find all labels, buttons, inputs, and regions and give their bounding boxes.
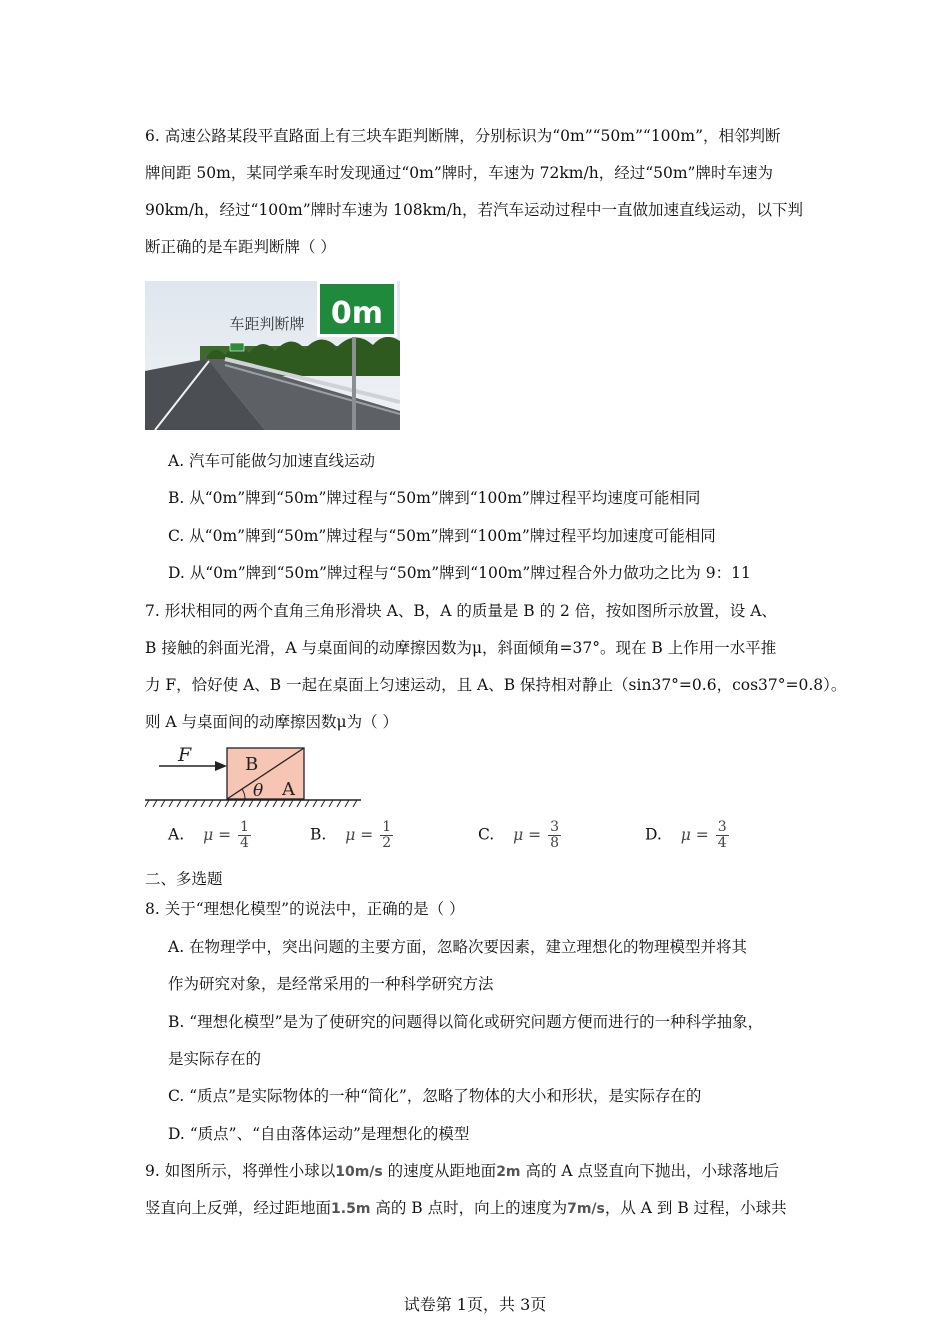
option-letter: A. [168, 825, 185, 844]
distance-sign-photo [145, 281, 400, 430]
option-fraction [238, 820, 251, 851]
block-b-label: B [245, 754, 259, 775]
option-fraction [548, 820, 561, 851]
q9-text: 9. 如图所示，将弹性小球以 [145, 1162, 336, 1180]
q6-option-a: A. 汽车可能做匀加速直线运动 [168, 452, 376, 470]
q9-line-1 [145, 1160, 779, 1183]
q8-option-b-line-1: B. “理想化模型”是为了使研究的问题得以简化或研究问题方便而进行的一种科学抽象， [168, 1013, 764, 1031]
numerator: 3 [717, 819, 727, 835]
block-diagram [145, 745, 365, 810]
angle-label: θ [253, 781, 264, 801]
numerator: 3 [550, 819, 560, 835]
q9-text: 的速度从距地面 [382, 1162, 497, 1180]
denominator: 8 [550, 835, 560, 851]
q6-option-d: D. 从“0m”牌到“50m”牌过程与“50m”牌到“100m”牌过程合外力做功之比为 9：11 [168, 564, 751, 582]
option-symbol: μ = [203, 825, 232, 844]
q9-height-a: 2m [496, 1164, 521, 1180]
denominator: 4 [717, 835, 727, 851]
q6-line-1: 6. 高速公路某段平直路面上有三块车距判断牌，分别标识为“0m”“50m”“100m”，相邻判断 [145, 127, 781, 145]
q8-title: 8. 关于“理想化模型”的说法中，正确的是（ ） [145, 900, 465, 918]
denominator: 2 [382, 835, 392, 851]
numerator: 1 [240, 819, 249, 835]
q8-option-d: D. “质点”、“自由落体运动”是理想化的模型 [168, 1125, 470, 1143]
option-symbol: μ = [345, 825, 374, 844]
option-letter: D. [645, 825, 662, 844]
q6-option-b: B. 从“0m”牌到“50m”牌过程与“50m”牌到“100m”牌过程平均速度可能相同 [168, 489, 701, 507]
q7-line-1: 7. 形状相同的两个直角三角形滑块 A、B，A 的质量是 B 的 2 倍，按如图所示放置，设 A、 [145, 602, 777, 620]
q7-line-3: 力 F，恰好使 A、B 一起在桌面上匀速运动，且 A、B 保持相对静止（sin37°=0.6，cos37°=0.8）。 [145, 676, 847, 694]
photo-caption: 车距判断牌 [229, 315, 305, 333]
q6-option-c: C. 从“0m”牌到“50m”牌过程与“50m”牌到“100m”牌过程平均加速度可能相同 [168, 527, 716, 545]
q7-option-b [310, 820, 393, 851]
option-fraction [380, 820, 393, 851]
q8-option-a-line-2: 作为研究对象，是经常采用的一种科学研究方法 [168, 975, 494, 993]
q6-line-4: 断正确的是车距判断牌（ ） [145, 238, 336, 256]
force-label: F [178, 745, 192, 766]
q7-option-a [168, 820, 251, 851]
numerator: 1 [382, 819, 392, 835]
q9-line-2 [145, 1197, 787, 1220]
q7-option-c [478, 820, 561, 851]
q8-option-a-line-1: A. 在物理学中，突出问题的主要方面，忽略次要因素，建立理想化的物理模型并将其 [168, 938, 748, 956]
option-symbol: μ = [680, 825, 709, 844]
section-heading: 二、多选题 [145, 870, 223, 888]
q9-speed-b: 7m/s [567, 1201, 605, 1217]
block-a-label: A [282, 779, 295, 800]
option-letter: C. [478, 825, 495, 844]
q6-line-2: 牌间距 50m，某同学乘车时发现通过“0m”牌时，车速为 72km/h，经过“50m”牌时车速为 [145, 164, 773, 182]
q8-option-b-line-2: 是实际存在的 [168, 1050, 262, 1068]
q8-option-c: C. “质点”是实际物体的一种“简化”，忽略了物体的大小和形状，是实际存在的 [168, 1087, 702, 1105]
page-footer: 试卷第 1页，共 3页 [403, 1295, 547, 1314]
denominator: 4 [240, 835, 249, 851]
q9-text: 竖直向上反弹，经过距地面 [145, 1199, 332, 1217]
q7-line-4: 则 A 与桌面间的动摩擦因数μ为（ ） [145, 713, 399, 731]
q9-text: 高的 B 点时，向上的速度为 [370, 1199, 568, 1217]
option-fraction [716, 820, 729, 851]
option-symbol: μ = [513, 825, 542, 844]
q9-height-b: 1.5m [331, 1201, 371, 1217]
q7-line-2: B 接触的斜面光滑，A 与桌面间的动摩擦因数为μ，斜面倾角=37°。现在 B 上作用一水平推 [145, 639, 777, 657]
q9-text: ，从 A 到 B 过程，小球共 [604, 1199, 787, 1217]
q6-line-3: 90km/h，经过“100m”牌时车速为 108km/h，若汽车运动过程中一直做加速直线运动，以下判 [145, 201, 803, 219]
q9-text: 高的 A 点竖直向下抛出，小球落地后 [520, 1162, 780, 1180]
q9-initial-speed: 10m/s [335, 1164, 383, 1180]
sign-text: 0m [330, 296, 384, 331]
option-letter: B. [310, 825, 327, 844]
q7-option-d [645, 820, 729, 851]
